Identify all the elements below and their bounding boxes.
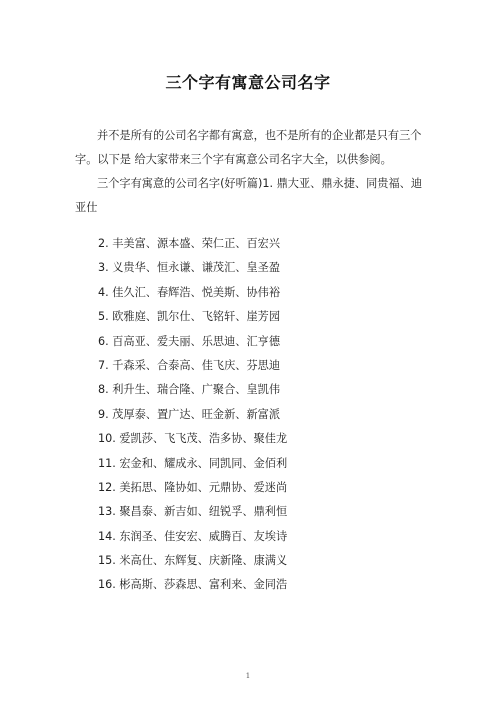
page-number: 1 (245, 672, 251, 680)
intro-paragraph: 并不是所有的公司名字都有寓意，也不是所有的企业都是只有三个字。以下是 给大家带来三个字有寓意公司名字大全，以供参阅。 (75, 129, 422, 166)
list-item: 16. 彬高斯、莎森思、富利来、金同浩 (98, 578, 288, 592)
list-item: 9. 茂厚泰、置广达、旺金新、新富派 (98, 407, 281, 421)
list-item: 5. 欧雅庭、凯尔仕、飞铭轩、崖芳园 (98, 310, 281, 324)
list-item: 12. 美拓思、隆协如、元鼎协、爱迷尚 (98, 480, 288, 494)
list-item: 3. 义贵华、恒永谦、谦茂汇、皇圣盈 (98, 261, 281, 275)
section-lead-paragraph: 三个字有寓意的公司名字(好听篇)1. 鼎大亚、鼎永捷、同贵福、迪亚仕 (75, 177, 423, 214)
list-item: 7. 千森采、合泰高、佳飞庆、芬思迪 (98, 358, 281, 372)
list-item: 8. 利升生、瑞合隆、广聚合、皇凯伟 (98, 383, 281, 397)
list-item: 11. 宏金和、耀成永、同凯同、金佰利 (98, 456, 288, 470)
list-item: 15. 米高仕、东辉复、庆新隆、康满义 (98, 554, 288, 568)
list-item: 14. 东润圣、佳安宏、威腾百、友埃诗 (98, 529, 288, 543)
list-item: 10. 爱凯莎、飞飞茂、浩多协、聚佳龙 (98, 432, 288, 446)
list-item: 13. 聚昌泰、新吉如、纽锐孚、鼎利恒 (98, 505, 288, 519)
list-item: 2. 丰美富、源本盛、荣仁正、百宏兴 (98, 237, 281, 250)
list-item: 4. 佳久汇、春辉浩、悦美斯、协伟裕 (98, 285, 281, 299)
company-name-list (98, 232, 287, 598)
list-item: 6. 百高亚、爱夫丽、乐思迪、汇亨德 (98, 334, 281, 348)
document-title: 三个字有寓意公司名字 (165, 73, 331, 92)
